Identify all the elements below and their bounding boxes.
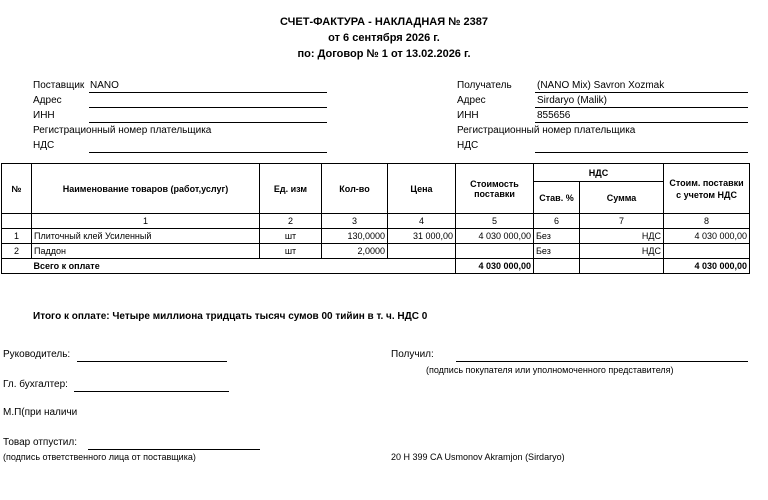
table-row [2,244,750,259]
received-label: Получил: [391,349,434,360]
row-total [664,244,750,259]
director-signature-line [77,361,227,362]
supplier-nds-label: НДС [33,140,55,151]
invoice-table [1,163,750,274]
row-qty: 2,0000 [322,244,388,259]
header-qty: Кол-во [322,164,388,214]
table-header-row [2,164,750,182]
col-num-1: 1 [32,214,260,229]
recipient-address-label: Адрес [457,95,486,106]
col-num-4: 4 [388,214,456,229]
col-num-2: 2 [260,214,322,229]
released-label: Товар отпустил: [3,437,77,448]
column-number-row [2,214,750,229]
col-num-3: 3 [322,214,388,229]
total-label: Всего к оплате [32,259,456,274]
table-row [2,229,750,244]
col-num-7: 7 [580,214,664,229]
supplier-reg-label: Регистрационный номер плательщика [33,125,212,136]
recipient-inn-label: ИНН [457,110,479,121]
header-rate: Став. % [534,182,580,214]
total-row [2,259,750,274]
total-with-nds: 4 030 000,00 [664,259,750,274]
header-sum: Сумма [580,182,664,214]
released-note: (подпись ответственного лица от поставщика) [3,452,196,462]
supplier-address-underline [89,107,327,108]
row-sum: НДС [580,244,664,259]
header-nds: НДС [534,164,664,182]
invoice-title: СЧЕТ-ФАКТУРА - НАКЛАДНАЯ № 2387 [280,16,488,28]
row-num: 1 [2,229,32,244]
supplier-value: NANO [90,80,119,91]
row-unit: шт [260,244,322,259]
header-num: № [2,164,32,214]
row-name: Плиточный клей Усиленный [32,229,260,244]
supplier-nds-underline [89,152,327,153]
reference-text: 20 H 399 CA Usmonov Akramjon (Sirdaryo) [391,452,565,462]
row-price: 31 000,00 [388,229,456,244]
recipient-address-underline [535,107,748,108]
header-cost: Стоимость поставки [456,164,534,214]
accountant-signature-line [74,391,229,392]
row-sum: НДС [580,229,664,244]
stamp-label: М.П(при наличи [3,407,78,418]
recipient-label: Получатель [457,80,512,91]
recipient-nds-underline [535,152,748,153]
header-price: Цена [388,164,456,214]
row-cost: 4 030 000,00 [456,229,534,244]
supplier-address-label: Адрес [33,95,62,106]
row-qty: 130,0000 [322,229,388,244]
header-total: Стоим. поставки с учетом НДС [664,164,750,214]
col-num-6: 6 [534,214,580,229]
col-num-5: 5 [456,214,534,229]
recipient-inn-value: 855656 [537,110,571,121]
row-cost [456,244,534,259]
row-name: Паддон [32,244,260,259]
row-price [388,244,456,259]
invoice-contract: по: Договор № 1 от 13.02.2026 г. [297,48,471,60]
col-num-8: 8 [664,214,750,229]
row-rate: Без [534,244,580,259]
row-num: 2 [2,244,32,259]
payment-summary: Итого к оплате: Четыре миллиона тридцать тысяч сумов 00 тийин в т. ч. НДС 0 [33,311,428,322]
accountant-label: Гл. бухгалтер: [3,379,68,390]
header-name: Наименование товаров (работ,услуг) [32,164,260,214]
recipient-reg-label: Регистрационный номер плательщика [457,125,636,136]
recipient-address-value: Sirdaryo (Malik) [537,95,608,106]
header-unit: Ед. изм [260,164,322,214]
received-signature-line [456,361,748,362]
director-label: Руководитель: [3,349,71,360]
recipient-nds-label: НДС [457,140,479,151]
recipient-inn-underline [535,122,748,123]
recipient-value: (NANO Mix) Savron Xozmak [537,80,665,91]
recipient-underline [535,92,748,93]
supplier-inn-label: ИНН [33,110,55,121]
supplier-label: Поставщик [33,80,85,91]
supplier-inn-underline [89,122,327,123]
row-rate: Без [534,229,580,244]
row-unit: шт [260,229,322,244]
total-cost: 4 030 000,00 [456,259,534,274]
supplier-underline [89,92,327,93]
received-note: (подпись покупателя или уполномоченного представителя) [426,365,674,375]
row-total: 4 030 000,00 [664,229,750,244]
invoice-date: от 6 сентября 2026 г. [328,32,440,44]
released-signature-line [88,449,260,450]
